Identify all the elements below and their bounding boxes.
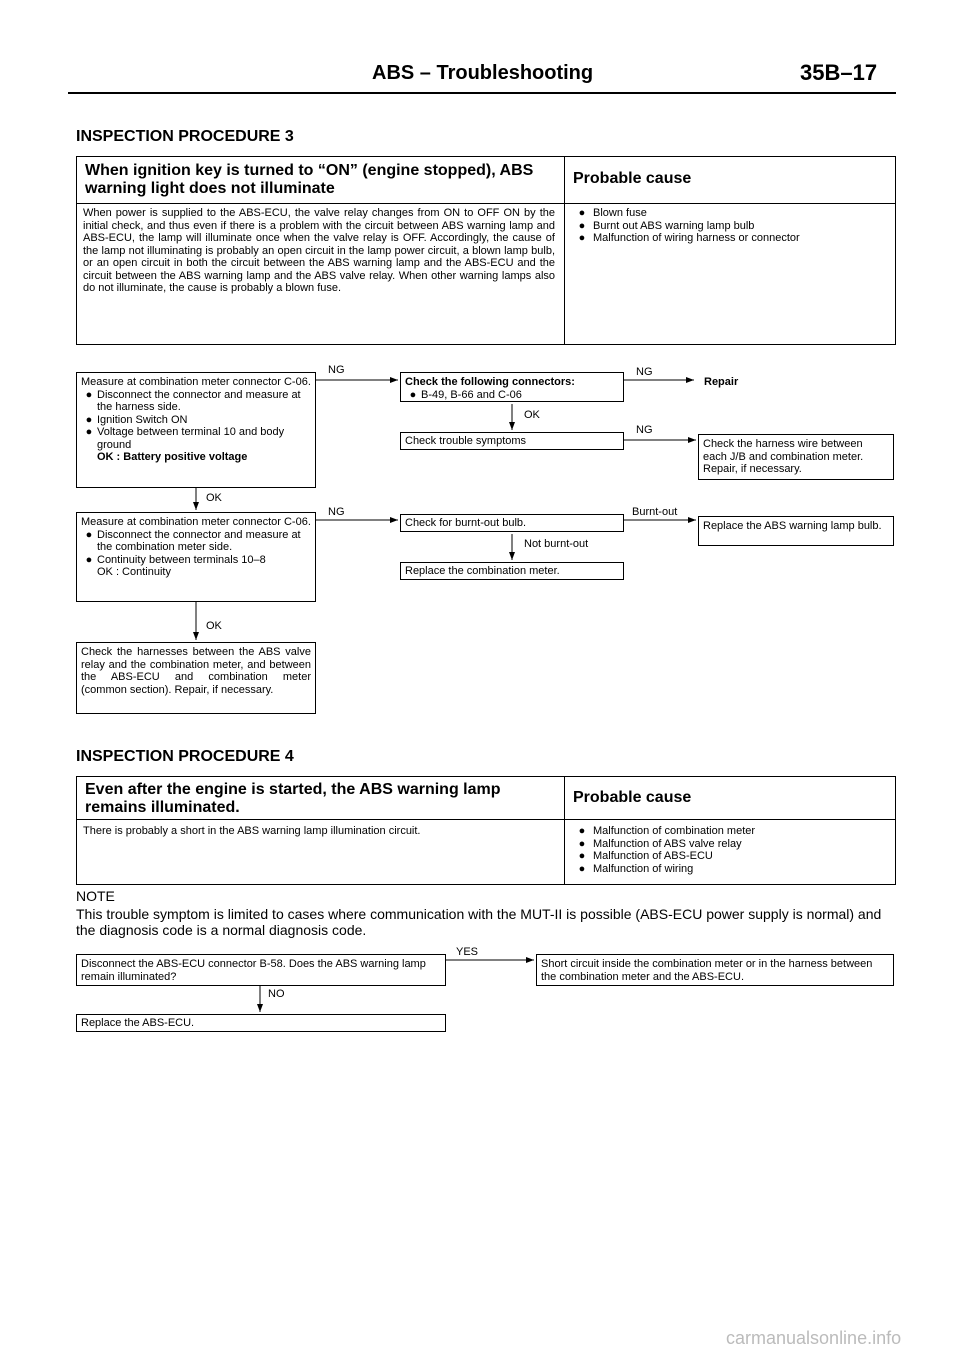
- watermark: carmanualsonline.info: [726, 1328, 902, 1348]
- procedure-3-title: INSPECTION PROCEDURE 3: [76, 128, 294, 145]
- cause-item: ● Malfunction of wiring harness or connector: [578, 232, 800, 244]
- flow-box-replace-bulb: Replace the ABS warning lamp bulb.: [698, 516, 894, 546]
- flow-ok-criteria: OK : Continuity: [97, 566, 171, 578]
- flow-item: ● Ignition Switch ON: [85, 413, 188, 426]
- procedure-4-header-box: [76, 776, 896, 820]
- procedure-4-title: INSPECTION PROCEDURE 4: [76, 748, 294, 765]
- flow-4-connectors: [0, 940, 960, 1020]
- procedure-4-detail-box: [76, 819, 896, 885]
- cause-item: ● Malfunction of combination meter: [578, 825, 756, 837]
- flow-box-replace-ecu: Replace the ABS-ECU.: [76, 1014, 446, 1032]
- flow-label-ng: NG: [328, 506, 345, 518]
- flow-box-check-symptoms: Check trouble symptoms: [400, 432, 624, 450]
- page-title: ABS – Troubleshooting: [372, 62, 594, 84]
- flow-box-short-circuit: Short circuit inside the combination meter or in the harness between the combination meter and the ABS-ECU.: [536, 954, 894, 986]
- note-text: This trouble symptom is limited to cases where communication with the MUT-II is possible (ABS-ECU power supply is normal) and the diagnosis code is a normal diagnosis code.: [76, 906, 882, 938]
- flow-box-title: Check the following connectors:: [405, 376, 575, 388]
- flow-label-ok: OK: [206, 492, 222, 504]
- page-number: 35B–17: [800, 60, 878, 85]
- procedure-3-cause-header: Probable cause: [573, 170, 692, 187]
- cause-item: ● Malfunction of wiring: [578, 862, 694, 875]
- procedure-4-cause-header: Probable cause: [573, 789, 692, 806]
- flow-item: ● Continuity between terminals 10–8: [85, 553, 266, 566]
- flow-box-check-bulb: Check for burnt-out bulb.: [400, 514, 624, 532]
- flow-item: ● Disconnect the connector and measure at the harness side.: [85, 388, 301, 413]
- cause-item: ● Malfunction of ABS valve relay: [578, 837, 742, 850]
- flow-box-check-harness-jb: Check the harness wire between each J/B and combination meter. Repair, if necessary.: [698, 434, 894, 480]
- procedure-4-symptom: Even after the engine is started, the ABS warning lamp remains illuminated.: [85, 781, 501, 816]
- cause-item: ● Malfunction of ABS-ECU: [578, 850, 713, 862]
- procedure-4-cause-list: [571, 825, 891, 875]
- flow-label-ok: OK: [524, 409, 540, 421]
- flow-label-ok: OK: [206, 620, 222, 632]
- flow-label-ng: NG: [636, 366, 653, 378]
- flow-box-replace-meter: Replace the combination meter.: [400, 562, 624, 580]
- flow-item: ● Voltage between terminal 10 and body ground: [85, 426, 285, 451]
- flow-label-not-burnt-out: Not burnt-out: [524, 538, 589, 550]
- flow-box-title: Measure at combination meter connector C-06.: [81, 516, 311, 528]
- cause-item: ● Blown fuse: [578, 207, 647, 219]
- flow-box-check-harness-relay: Check the harnesses between the ABS valve relay and the combination meter, and between the ABS-ECU and combination meter (common section). Repair, if necessary.: [76, 642, 316, 714]
- procedure-3-description: When power is supplied to the ABS-ECU, the valve relay changes from ON to OFF ON by the initial check, and thus even if there is a problem with the circuit between ABS warning lamp and ABS-ECU, the lamp will illuminate once when the valve relay is OFF. Accordingly, the cause of the lamp not illuminating is probably an open circuit in the lamp power circuit, a blown lamp bulb, or an open circuit in both the circuit between the ABS warning lamp and the ABS-ECU and the circuit between the ABS warning lamp and the ABS valve relay. When other warning lamps also do not illuminate, the cause is probably a blown fuse.: [83, 207, 555, 294]
- flow-label-no: NO: [268, 988, 285, 1000]
- procedure-4-description: There is probably a short in the ABS warning lamp illumination circuit.: [83, 825, 421, 837]
- flow-box-title: Measure at combination meter connector C-06.: [81, 376, 311, 388]
- flow-ok-criteria: OK : Battery positive voltage: [97, 451, 248, 463]
- cause-item: ● Burnt out ABS warning lamp bulb: [578, 219, 755, 232]
- flow-label-ng: NG: [636, 424, 653, 436]
- flow-label-yes: YES: [456, 946, 479, 958]
- flow-item: ● B-49, B-66 and C-06: [409, 388, 522, 401]
- procedure-3-symptom: When ignition key is turned to “ON” (engine stopped), ABS warning light does not illuminate: [85, 162, 534, 197]
- flow-label-ng: NG: [328, 364, 345, 376]
- flow-box-disconnect-ecu: Disconnect the ABS-ECU connector B-58. Does the ABS warning lamp remain illuminated?: [76, 954, 446, 986]
- flow-item: ● Disconnect the connector and measure at the combination meter side.: [85, 528, 301, 553]
- flow-box-repair: Repair: [704, 376, 739, 388]
- flow-label-burnt-out: Burnt-out: [632, 506, 678, 518]
- note-title: NOTE: [76, 888, 115, 904]
